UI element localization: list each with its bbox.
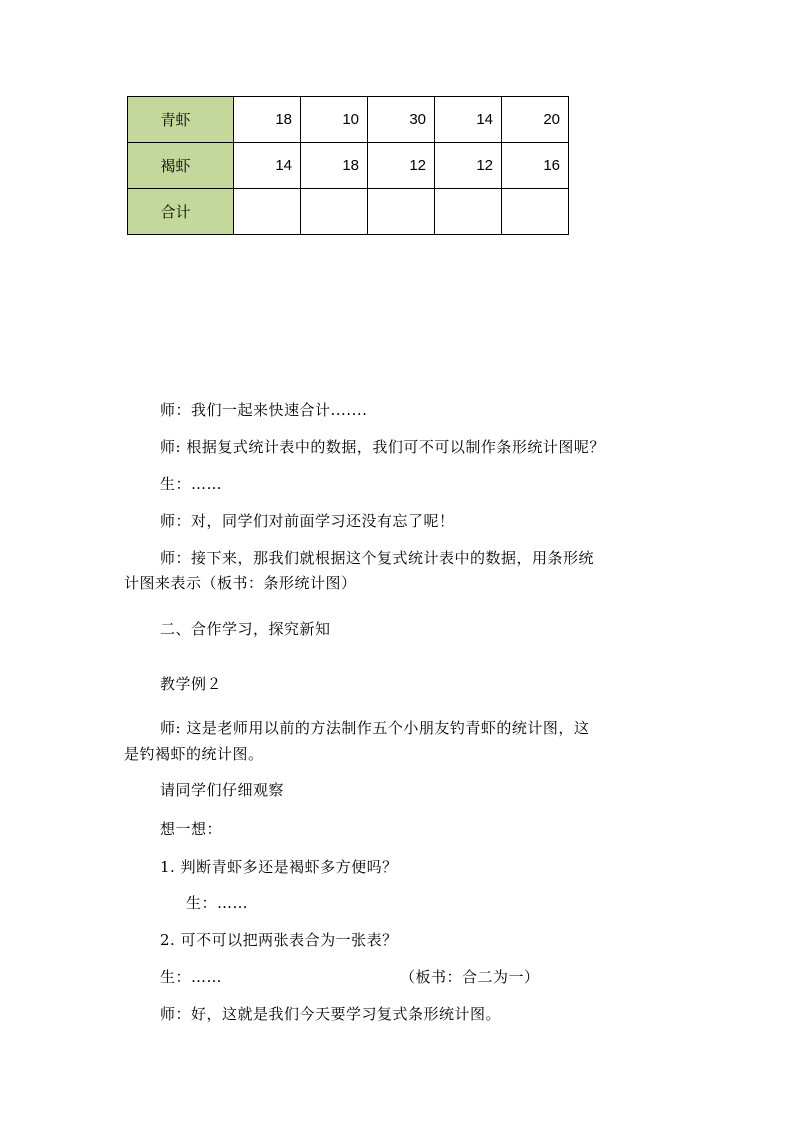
table-cell: 14 [234,143,301,189]
question-line: 1. 判断青虾多还是褐虾多方便吗？ [160,858,398,876]
table-cell: 18 [234,97,301,143]
table-cell: 16 [502,143,569,189]
row-label: 青虾 [128,97,234,143]
table-cell: 12 [368,143,435,189]
shrimp-data-table [127,96,569,235]
row-label: 合计 [128,189,234,235]
dialogue-line: 师：接下来，那我们就根据这个复式统计表中的数据，用条形统 [160,549,595,567]
table-row-total [128,189,569,235]
table-cell: 10 [301,97,368,143]
example-heading: 教学例２ [160,675,223,693]
table-cell: 20 [502,97,569,143]
board-note: （板书：合二为一） [400,968,540,986]
dialogue-line: 计图来表示（板书：条形统计图） [124,574,357,592]
table-cell: 30 [368,97,435,143]
section-heading: 二、合作学习，探究新知 [160,620,331,638]
row-label: 褐虾 [128,143,234,189]
dialogue-line: 师: 这是老师用以前的方法制作五个小朋友钓青虾的统计图，这 [160,719,590,737]
table-cell [435,189,502,235]
question-line: 2. 可不可以把两张表合为一张表？ [160,931,398,949]
table-cell [502,189,569,235]
dialogue-line: 是钓褐虾的统计图。 [124,745,264,763]
dialogue-line: 生：…… [160,475,223,493]
table-cell: 18 [301,143,368,189]
table-row-qingxia [128,97,569,143]
dialogue-line: 师: 根据复式统计表中的数据，我们可不可以制作条形统计图呢？ [160,438,605,456]
table-cell [368,189,435,235]
dialogue-line: 师：我们一起来快速合计....... [160,401,368,419]
dialogue-line: 想一想： [160,820,223,838]
dialogue-line: 生：…… [186,894,249,912]
table-cell: 12 [435,143,502,189]
table-cell: 14 [435,97,502,143]
dialogue-line: 请同学们仔细观察 [160,781,285,799]
table-row-hexia [128,143,569,189]
dialogue-line: 师：好，这就是我们今天要学习复式条形统计图。 [160,1005,502,1023]
dialogue-line: 师：对，同学们对前面学习还没有忘了呢！ [160,512,455,530]
dialogue-line: 生：…… [160,968,223,986]
table-cell [301,189,368,235]
table-cell [234,189,301,235]
